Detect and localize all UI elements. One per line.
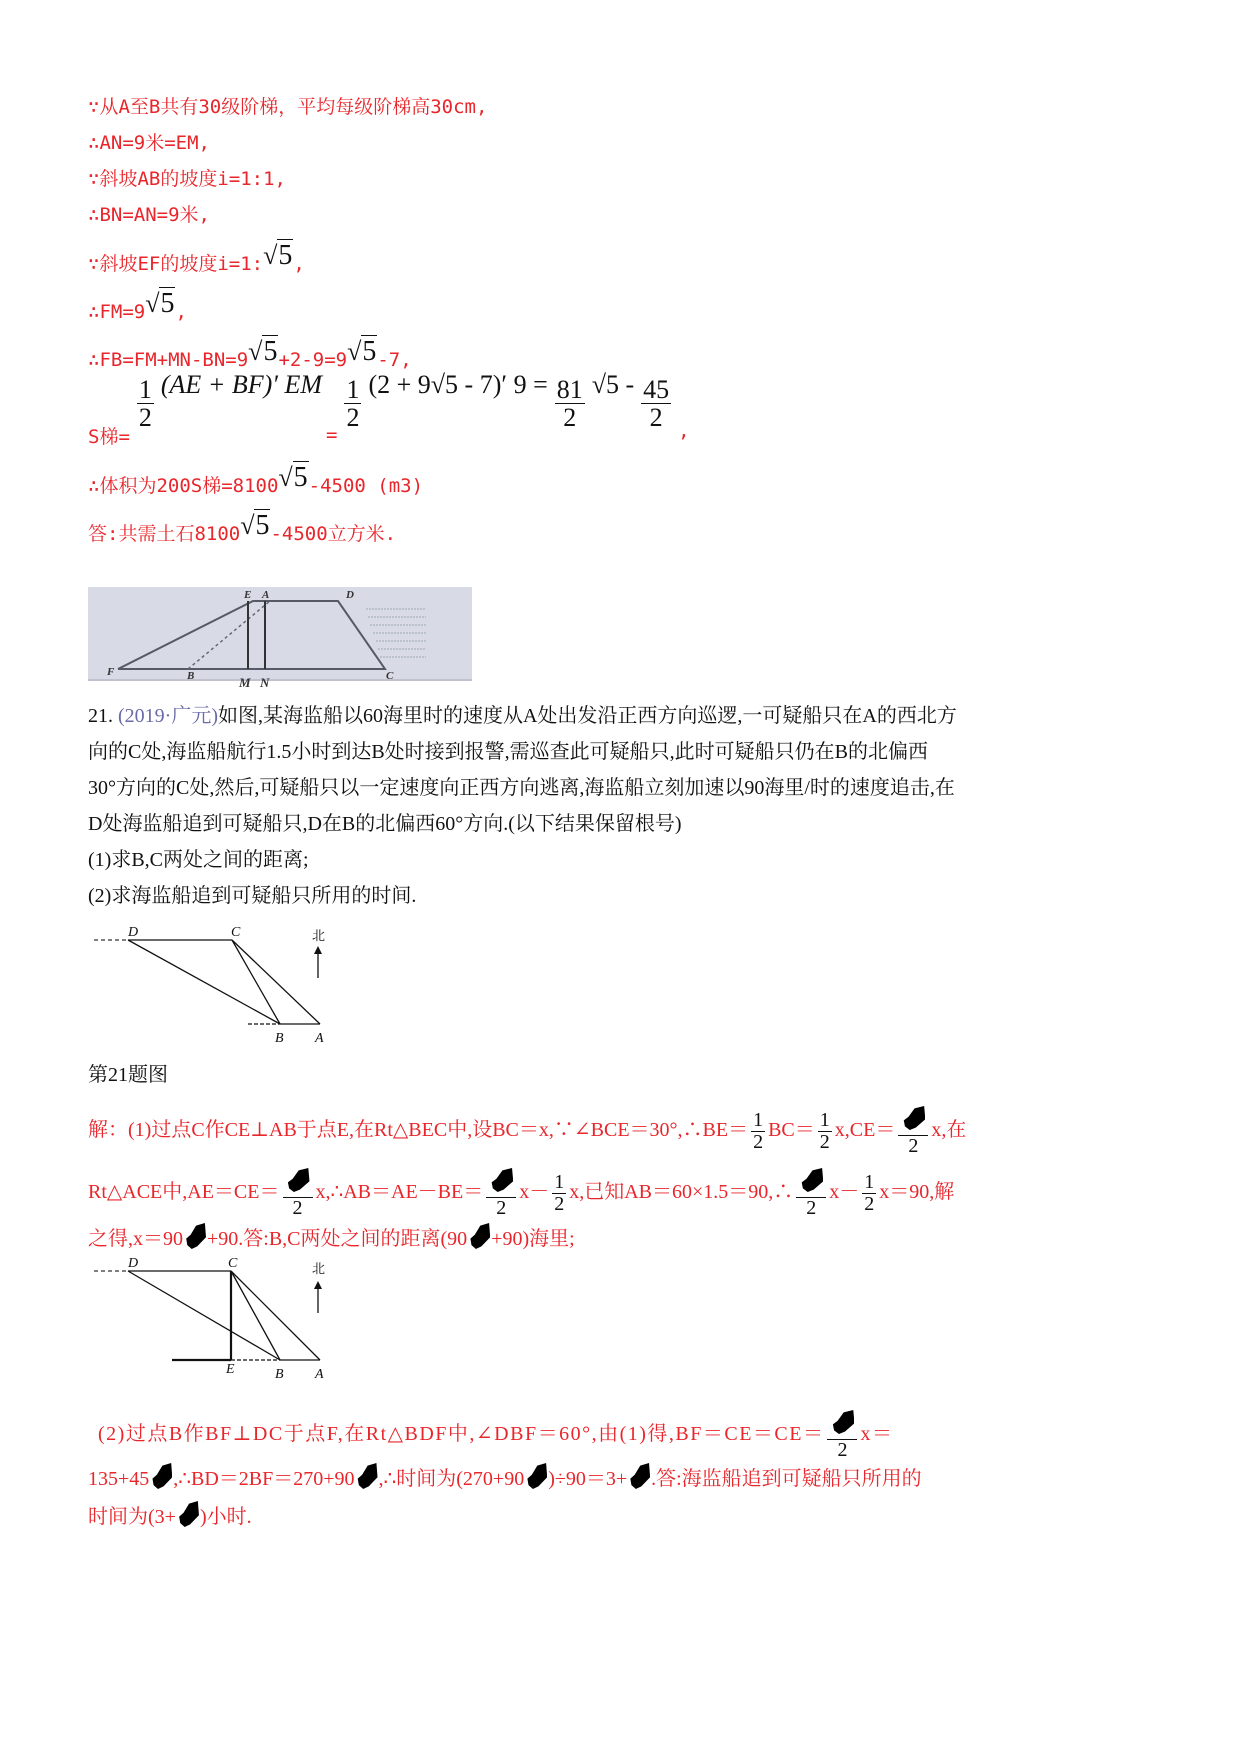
text: ∴FB=FM+MN-BN=9 xyxy=(88,349,249,371)
svg-text:D: D xyxy=(346,589,354,601)
problem-21 xyxy=(88,698,1048,914)
redacted-sqrt3-icon xyxy=(150,1463,172,1489)
sqrt-5: √5 xyxy=(145,288,175,319)
svg-text:B: B xyxy=(275,1031,284,1046)
figure-caption: 第21题图 xyxy=(88,1064,168,1086)
redacted-sqrt3-icon xyxy=(489,1168,513,1192)
redacted-sqrt3-icon xyxy=(799,1168,823,1192)
svg-text:D: D xyxy=(128,925,139,940)
solution-answer xyxy=(88,510,396,546)
solution21-line-3: 之得,x＝90 +90.答:B,C两处之间的距离(90 +90)海里; xyxy=(88,1222,575,1251)
trapezoid-figure xyxy=(88,587,472,687)
text: -4500立方米. xyxy=(270,523,397,545)
solution-line-5: ∵斜坡EF的坡度i=1:√5, xyxy=(88,240,305,275)
area-formula xyxy=(88,370,690,449)
text: +2-9=9 xyxy=(278,349,348,371)
text: ∵斜坡EF的坡度i=1: xyxy=(88,253,264,275)
text: ∴FM=9 xyxy=(88,301,146,323)
question-2: (2)求海监船追到可疑船只所用的时间. xyxy=(88,885,417,907)
solution21-part2-line-3: 时间为(3+ )小时. xyxy=(88,1500,252,1529)
text: -4500 (m3) xyxy=(308,475,424,497)
sqrt-5: √5 xyxy=(248,336,278,367)
formula-expr: (AE + BF)′ EM xyxy=(160,370,323,400)
question-1: (1)求B,C两处之间的距离; xyxy=(88,849,309,871)
svg-text:北: 北 xyxy=(312,1262,326,1277)
svg-text:北: 北 xyxy=(312,929,326,944)
solution-line-2: ∴AN=9米=EM, xyxy=(88,132,210,154)
formula-expr: (2 + 9√5 - 7)′ 9 = xyxy=(368,370,548,400)
redacted-sqrt3-icon xyxy=(525,1463,547,1489)
problem-source: (2019·广元) xyxy=(118,705,218,727)
formula-expr: √5 - xyxy=(591,370,635,400)
redacted-sqrt3-icon xyxy=(356,1463,378,1489)
redacted-sqrt3-icon xyxy=(177,1501,199,1527)
redacted-sqrt3-icon xyxy=(628,1463,650,1489)
problem-line-3: 30°方向的C处,然后,可疑船只以一定速度向正西方向逃离,海监船立刻加速以90海里/时的速度追击,在 xyxy=(88,777,955,799)
fraction-half: $\frac{1}{2}$ xyxy=(346,375,360,433)
text: 答:共需土石8100 xyxy=(88,523,241,545)
solution21-part2-line-1: (2)过点B作BF⊥DC于点F,在Rt△BDF中,∠DBF＝60°,由(1)得,BF＝CE＝CE＝ 2 x＝ xyxy=(98,1410,893,1461)
redacted-sqrt3-icon xyxy=(468,1223,490,1249)
svg-text:A: A xyxy=(262,589,270,601)
solution-line-6: ∴FM=9√5, xyxy=(88,288,187,323)
equals: = xyxy=(326,424,338,447)
redacted-sqrt3-icon xyxy=(184,1223,206,1249)
solution21-line-1: 解：(1)过点C作CE⊥AB于点E,在Rt△BEC中,设BC＝x,∵∠BCE＝30°,∴BE＝ $\frac{1}{2}$ BC＝ $\frac{1}{2}$ x,CE＝ 2 x,在 xyxy=(88,1106,966,1157)
svg-text:A: A xyxy=(315,1367,324,1382)
problem-line-2: 向的C处,海监船航行1.5小时到达B处时接到报警,需巡查此可疑船只,此时可疑船只仍在B的北偏西 xyxy=(88,741,929,763)
figure-21 xyxy=(88,922,338,1050)
svg-text:C: C xyxy=(386,670,394,682)
svg-text:C: C xyxy=(228,1256,238,1271)
comma: , xyxy=(678,420,690,443)
svg-text:E: E xyxy=(226,1362,235,1377)
solution21-line-2: Rt△ACE中,AE＝CE＝ 2 x,∴AB＝AE－BE＝ 2 x－ $\frac{1}{2}$ x,已知AB＝60×1.5＝90,∴ 2 x－ $\frac{1}{2}$ x＝90,解 xyxy=(88,1168,954,1219)
sqrt3-over-2: 2 xyxy=(898,1106,928,1157)
fraction-half: $\frac{1}{2}$ xyxy=(138,375,152,433)
redacted-sqrt3-icon xyxy=(830,1410,854,1434)
svg-text:F: F xyxy=(107,666,115,678)
text: -7, xyxy=(377,349,412,371)
sqrt-5: √5 xyxy=(263,240,293,271)
svg-text:B: B xyxy=(187,670,195,682)
text: ∴体积为200S梯=8100 xyxy=(88,475,279,497)
solution21-part2-line-2: 135+45 ,∴BD＝2BF＝270+90 ,∴时间为(270+90 )÷90＝3+ .答:海监船追到可疑船只所用的 xyxy=(88,1462,922,1491)
svg-text:C: C xyxy=(231,925,241,940)
svg-text:B: B xyxy=(275,1367,284,1382)
fraction-45-2: $\frac{45}{2}$ xyxy=(643,375,670,433)
svg-text:A: A xyxy=(315,1031,324,1046)
sqrt-5: √5 xyxy=(347,336,377,367)
fraction-81-2: $\frac{81}{2}$ xyxy=(556,375,583,433)
svg-text:N: N xyxy=(260,675,270,687)
svg-text:M: M xyxy=(239,675,251,687)
figure-21-solution xyxy=(88,1255,338,1383)
solution-line-3: ∵斜坡AB的坡度i=1:1, xyxy=(88,168,286,190)
svg-text:D: D xyxy=(128,1256,139,1271)
solution-line-1: ∵从A至B共有30级阶梯，平均每级阶梯高30cm, xyxy=(88,96,488,118)
problem-number: 21. xyxy=(88,705,113,727)
svg-text:E: E xyxy=(244,589,252,601)
problem-line-4: D处海监船追到可疑船只,D在B的北偏西60°方向.(以下结果保留根号) xyxy=(88,813,682,835)
sqrt-5: √5 xyxy=(240,510,270,541)
redacted-sqrt3-icon xyxy=(901,1106,925,1130)
solution-line-volume xyxy=(88,462,423,498)
solution-line-4: ∴BN=AN=9米, xyxy=(88,204,210,226)
solution-line-7 xyxy=(88,336,412,371)
redacted-sqrt3-icon xyxy=(286,1168,310,1192)
text: 如图,某海监船以60海里时的速度从A处出发沿正西方向巡逻,一可疑船只在A的西北方 xyxy=(217,705,957,727)
sqrt-5: √5 xyxy=(278,462,308,493)
s-label: S梯= xyxy=(88,426,130,449)
problem-line-1 xyxy=(88,698,1048,734)
